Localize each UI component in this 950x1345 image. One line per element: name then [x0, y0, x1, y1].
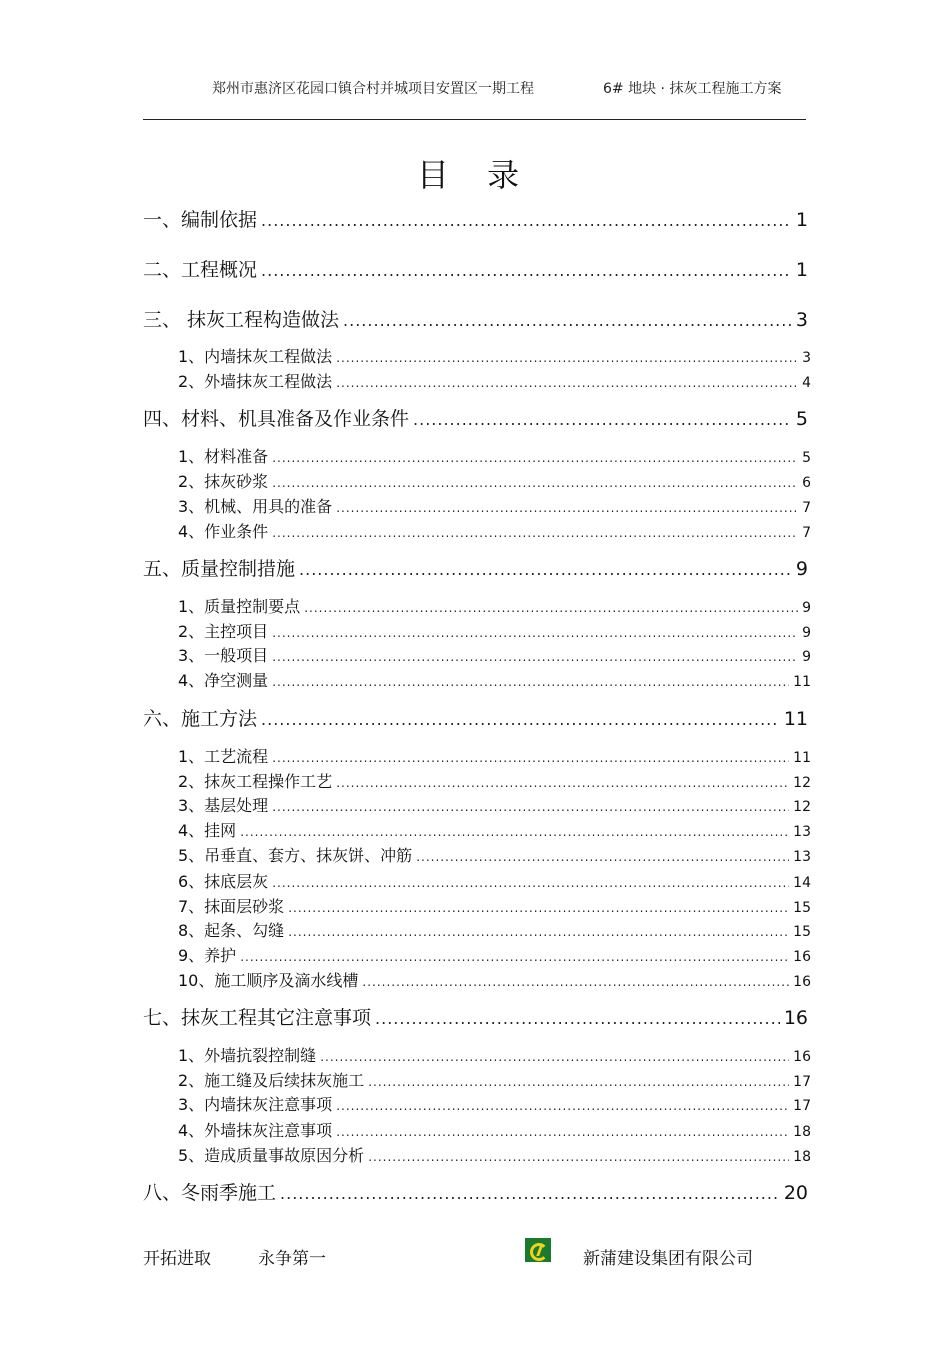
toc-dot-leader — [336, 372, 798, 394]
toc-subsection-entry[interactable] — [178, 970, 811, 992]
toc-entry-label: 2、抹灰砂浆 — [178, 472, 269, 491]
toc-dot-leader — [343, 308, 792, 334]
toc-page-number: 3 — [802, 350, 811, 366]
toc-dot-leader — [272, 671, 789, 693]
toc-entry-label: 四、材料、机具准备及作业条件 — [143, 408, 410, 430]
toc-dot-leader — [362, 971, 789, 993]
toc-entry-label: 3、机械、用具的准备 — [178, 497, 333, 516]
toc-page-number: 1 — [795, 259, 808, 281]
toc-entry-label: 五、质量控制措施 — [143, 558, 296, 580]
toc-section-entry[interactable] — [143, 257, 808, 283]
toc-entry-label: 七、抹灰工程其它注意事项 — [143, 1007, 372, 1029]
toc-dot-leader — [272, 646, 798, 668]
toc-dot-leader — [304, 597, 798, 619]
toc-section-entry[interactable] — [143, 307, 808, 333]
toc-page-number: 6 — [802, 475, 811, 491]
toc-page-number: 12 — [793, 799, 811, 815]
toc-page-number: 11 — [793, 674, 811, 690]
toc-dot-leader — [272, 747, 789, 769]
toc-subsection-entry[interactable] — [178, 621, 811, 643]
toc-page-number: 5 — [802, 450, 811, 466]
toc-page-number: 16 — [793, 1049, 811, 1065]
toc-entry-label: 4、净空测量 — [178, 671, 269, 690]
company-logo-icon — [525, 1238, 551, 1262]
toc-dot-leader — [272, 622, 798, 644]
toc-dot-leader — [240, 946, 789, 968]
toc-page-number: 16 — [793, 949, 811, 965]
toc-entry-label: 六、施工方法 — [143, 708, 258, 730]
toc-page-number: 7 — [802, 500, 811, 516]
toc-section-entry[interactable] — [143, 406, 808, 432]
toc-entry-label: 5、造成质量事故原因分析 — [178, 1146, 365, 1165]
toc-dot-leader — [261, 707, 780, 733]
toc-page-number: 5 — [795, 408, 808, 430]
toc-page-number: 9 — [795, 558, 808, 580]
toc-entry-label: 4、作业条件 — [178, 522, 269, 541]
toc-page-number: 20 — [783, 1182, 808, 1204]
toc-section-entry[interactable] — [143, 207, 808, 233]
header-divider — [143, 119, 806, 120]
toc-subsection-entry[interactable] — [178, 871, 811, 893]
toc-page-number: 1 — [795, 209, 808, 231]
toc-entry-label: 8、起条、勾缝 — [178, 921, 285, 940]
toc-page-number: 18 — [793, 1149, 811, 1165]
toc-dot-leader — [272, 522, 798, 544]
toc-subsection-entry[interactable] — [178, 496, 811, 518]
toc-subsection-entry[interactable] — [178, 820, 811, 842]
header-document-name: 6# 地块 · 抹灰工程施工方案 — [603, 81, 782, 97]
toc-entry-label: 2、主控项目 — [178, 622, 269, 641]
toc-subsection-entry[interactable] — [178, 1094, 811, 1116]
toc-dot-leader — [261, 258, 792, 284]
toc-subsection-entry[interactable] — [178, 471, 811, 493]
footer-company-name: 新蒲建设集团有限公司 — [583, 1249, 753, 1269]
toc-page-number: 11 — [783, 708, 808, 730]
toc-entry-label: 4、挂网 — [178, 821, 237, 840]
toc-dot-leader — [288, 897, 789, 919]
page-title: 目 录 — [416, 156, 534, 194]
toc-entry-label: 2、抹灰工程操作工艺 — [178, 772, 333, 791]
toc-subsection-entry[interactable] — [178, 1120, 811, 1142]
toc-entry-label: 9、养护 — [178, 946, 237, 965]
toc-page-number: 16 — [793, 974, 811, 990]
toc-page-number: 17 — [793, 1074, 811, 1090]
toc-subsection-entry[interactable] — [178, 1145, 811, 1167]
toc-subsection-entry[interactable] — [178, 1045, 811, 1067]
toc-entry-label: 1、外墙抗裂控制缝 — [178, 1046, 317, 1065]
toc-page-number: 9 — [802, 625, 811, 641]
toc-dot-leader — [320, 1046, 789, 1068]
toc-page-number: 11 — [793, 750, 811, 766]
toc-entry-label: 1、材料准备 — [178, 447, 269, 466]
toc-dot-leader — [272, 447, 798, 469]
toc-dot-leader — [336, 772, 789, 794]
toc-page-number: 15 — [793, 924, 811, 940]
toc-dot-leader — [336, 1121, 789, 1143]
toc-entry-label: 3、基层处理 — [178, 796, 269, 815]
toc-dot-leader — [272, 472, 798, 494]
toc-section-entry[interactable] — [143, 556, 808, 582]
toc-subsection-entry[interactable] — [178, 446, 811, 468]
toc-dot-leader — [261, 208, 792, 234]
toc-entry-label: 2、外墙抹灰工程做法 — [178, 372, 333, 391]
toc-entry-label: 1、内墙抹灰工程做法 — [178, 347, 333, 366]
toc-entry-label: 3、内墙抹灰注意事项 — [178, 1095, 333, 1114]
toc-dot-leader — [375, 1006, 780, 1032]
toc-entry-label: 4、外墙抹灰注意事项 — [178, 1121, 333, 1140]
toc-dot-leader — [280, 1181, 780, 1207]
toc-entry-label: 5、吊垂直、套方、抹灰饼、冲筋 — [178, 846, 413, 865]
toc-page-number: 9 — [802, 600, 811, 616]
toc-dot-leader — [272, 872, 789, 894]
toc-subsection-entry[interactable] — [178, 346, 811, 368]
toc-subsection-entry[interactable] — [178, 896, 811, 918]
toc-entry-label: 一、编制依据 — [143, 209, 258, 231]
toc-entry-label: 6、抹底层灰 — [178, 872, 269, 891]
toc-subsection-entry[interactable] — [178, 920, 811, 942]
toc-dot-leader — [288, 921, 789, 943]
toc-page-number: 13 — [793, 824, 811, 840]
toc-page-number: 14 — [793, 875, 811, 891]
toc-subsection-entry[interactable] — [178, 945, 811, 967]
toc-page-number: 12 — [793, 775, 811, 791]
toc-subsection-entry[interactable] — [178, 845, 811, 867]
toc-subsection-entry[interactable] — [178, 596, 811, 618]
toc-section-entry[interactable] — [143, 1005, 808, 1031]
toc-subsection-entry[interactable] — [178, 645, 811, 667]
toc-page-number: 15 — [793, 900, 811, 916]
toc-entry-label: 八、冬雨季施工 — [143, 1182, 277, 1204]
toc-page-number: 18 — [793, 1124, 811, 1140]
toc-dot-leader — [413, 407, 792, 433]
toc-dot-leader — [416, 846, 789, 868]
toc-entry-label: 10、施工顺序及滴水线槽 — [178, 971, 359, 990]
toc-page-number: 3 — [795, 309, 808, 331]
toc-dot-leader — [336, 347, 798, 369]
toc-entry-label: 2、施工缝及后续抹灰施工 — [178, 1071, 365, 1090]
toc-page-number: 16 — [783, 1007, 808, 1029]
toc-subsection-entry[interactable] — [178, 746, 811, 768]
toc-dot-leader — [336, 497, 798, 519]
toc-entry-label: 三、 抹灰工程构造做法 — [143, 309, 340, 331]
toc-dot-leader — [368, 1146, 789, 1168]
toc-dot-leader — [240, 821, 789, 843]
toc-dot-leader — [336, 1095, 789, 1117]
toc-subsection-entry[interactable] — [178, 771, 811, 793]
toc-subsection-entry[interactable] — [178, 670, 811, 692]
toc-subsection-entry[interactable] — [178, 521, 811, 543]
toc-entry-label: 7、抹面层砂浆 — [178, 897, 285, 916]
toc-subsection-entry[interactable] — [178, 1070, 811, 1092]
toc-page-number: 4 — [802, 375, 811, 391]
toc-entry-label: 1、工艺流程 — [178, 747, 269, 766]
toc-entry-label: 3、一般项目 — [178, 646, 269, 665]
toc-dot-leader — [368, 1071, 789, 1093]
toc-section-entry[interactable] — [143, 1180, 808, 1206]
toc-page-number: 7 — [802, 525, 811, 541]
footer-motto-2: 永争第一 — [258, 1249, 326, 1269]
toc-page-number: 9 — [802, 649, 811, 665]
toc-dot-leader — [272, 796, 789, 818]
toc-dot-leader — [299, 557, 792, 583]
toc-section-entry[interactable] — [143, 706, 808, 732]
toc-entry-label: 二、工程概况 — [143, 259, 258, 281]
toc-subsection-entry[interactable] — [178, 795, 811, 817]
header-project-name: 郑州市惠济区花园口镇合村并城项目安置区一期工程 — [212, 81, 534, 97]
toc-page-number: 17 — [793, 1098, 811, 1114]
toc-entry-label: 1、质量控制要点 — [178, 597, 301, 616]
toc-page-number: 13 — [793, 849, 811, 865]
footer-motto-1: 开拓进取 — [143, 1249, 211, 1269]
toc-subsection-entry[interactable] — [178, 371, 811, 393]
